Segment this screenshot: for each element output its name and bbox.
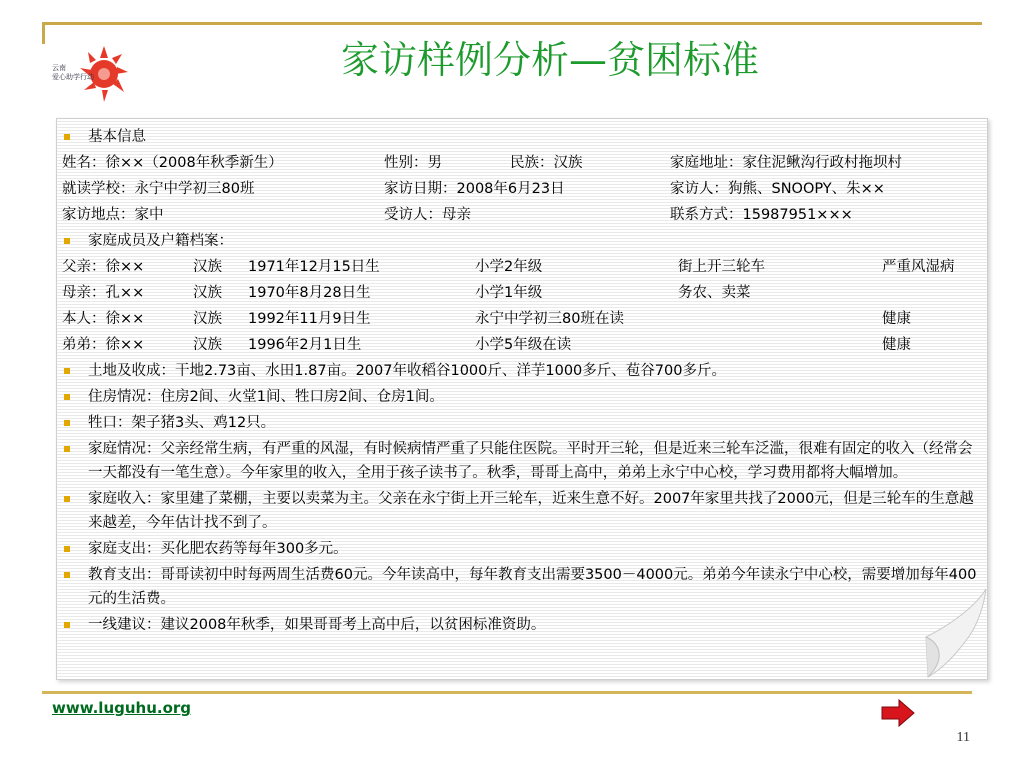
info-contact: 联系方式：15987951××× bbox=[670, 207, 853, 223]
info-row-2 bbox=[62, 176, 982, 202]
bullet-recommendation bbox=[62, 612, 982, 638]
info-address: 家庭地址：家住泥鳅沟行政村拖坝村 bbox=[670, 155, 902, 171]
bullet-square-icon bbox=[64, 134, 70, 140]
info-gender: 性别：男 bbox=[384, 155, 442, 171]
member-ethnicity: 汉族 bbox=[193, 285, 222, 301]
member-health: 健康 bbox=[882, 311, 911, 327]
logo bbox=[50, 38, 130, 110]
bullet-family-income bbox=[62, 486, 982, 536]
member-birthdate: 1992年11月9日生 bbox=[248, 311, 371, 327]
bullet-housing bbox=[62, 384, 982, 410]
bullet-education-expenses bbox=[62, 562, 982, 612]
family-row bbox=[62, 254, 982, 280]
footer-rule bbox=[42, 691, 972, 694]
bullet-square-icon bbox=[64, 394, 70, 400]
bullet-text: 住房情况：住房2间、火堂1间、牲口房2间、仓房1间。 bbox=[88, 389, 444, 405]
member-health: 健康 bbox=[882, 337, 911, 353]
bullet-square-icon bbox=[64, 368, 70, 374]
slide-content bbox=[62, 124, 982, 638]
corner-accent bbox=[42, 22, 45, 44]
bullet-family-situation bbox=[62, 436, 982, 486]
info-ethnicity: 民族：汉族 bbox=[510, 155, 583, 171]
bullet-square-icon bbox=[64, 622, 70, 628]
member-education: 小学5年级在读 bbox=[475, 337, 572, 353]
info-visit-place: 家访地点：家中 bbox=[62, 207, 164, 223]
section-heading-family: 家庭成员及户籍档案： bbox=[88, 233, 233, 249]
info-row-3 bbox=[62, 202, 982, 228]
member-birthdate: 1996年2月1日生 bbox=[248, 337, 362, 353]
member-name: 母亲：孔×× bbox=[62, 285, 145, 301]
bullet-square-icon bbox=[64, 572, 70, 578]
bullet-family bbox=[62, 228, 982, 254]
info-visitors: 家访人：狗熊、SNOOPY、朱×× bbox=[670, 181, 885, 197]
bullet-square-icon bbox=[64, 546, 70, 552]
info-interviewee: 受访人：母亲 bbox=[384, 207, 471, 223]
bullet-land-harvest bbox=[62, 358, 982, 384]
bullet-square-icon bbox=[64, 496, 70, 502]
family-row bbox=[62, 332, 982, 358]
family-row bbox=[62, 280, 982, 306]
bullet-text: 教育支出：哥哥读初中时每两周生活费60元。今年读高中，每年教育支出需要3500－4000元。弟弟今年读永宁中心校，需要增加每年400元的生活费。 bbox=[88, 567, 977, 607]
member-name: 父亲：徐×× bbox=[62, 259, 145, 275]
member-ethnicity: 汉族 bbox=[193, 337, 222, 353]
bullet-text: 家庭支出：买化肥农药等每年300多元。 bbox=[88, 541, 348, 557]
member-ethnicity: 汉族 bbox=[193, 311, 222, 327]
top-rule bbox=[42, 22, 982, 25]
member-education: 小学2年级 bbox=[475, 259, 543, 275]
bullet-text: 家庭情况：父亲经常生病，有严重的风湿，有时候病情严重了只能住医院。平时开三轮，但是近来三轮车泛滥，很难有固定的收入（经常会一天都没有一笔生意）。今年家里的收入，全用于孩子读书了。秋季，哥哥上高中，弟弟上永宁中心校，学习费用都将大幅增加。 bbox=[88, 441, 973, 481]
bullet-text: 土地及收成：干地2.73亩、水田1.87亩。2007年收稻谷1000斤、洋芋1000多斤、苞谷700多斤。 bbox=[88, 363, 726, 379]
section-heading-basic-info: 基本信息 bbox=[88, 129, 146, 145]
bullet-square-icon bbox=[64, 446, 70, 452]
logo-text: 云南 爱心助学行动 bbox=[52, 64, 94, 81]
next-arrow-icon[interactable] bbox=[880, 698, 918, 728]
page-title: 家访样例分析—贫困标准 bbox=[340, 38, 759, 82]
bullet-livestock bbox=[62, 410, 982, 436]
member-birthdate: 1971年12月15日生 bbox=[248, 259, 380, 275]
info-name: 姓名：徐××（2008年秋季新生） bbox=[62, 155, 283, 171]
info-school: 就读学校：永宁中学初三80班 bbox=[62, 181, 255, 197]
bullet-square-icon bbox=[64, 420, 70, 426]
member-name: 本人：徐×× bbox=[62, 311, 145, 327]
member-name: 弟弟：徐×× bbox=[62, 337, 145, 353]
info-row-1 bbox=[62, 150, 982, 176]
member-birthdate: 1970年8月28日生 bbox=[248, 285, 371, 301]
family-row bbox=[62, 306, 982, 332]
member-health: 严重风湿病 bbox=[882, 259, 955, 275]
bullet-square-icon bbox=[64, 238, 70, 244]
member-education: 小学1年级 bbox=[475, 285, 543, 301]
info-visit-date: 家访日期：2008年6月23日 bbox=[384, 181, 565, 197]
member-education: 永宁中学初三80班在读 bbox=[475, 311, 624, 327]
bullet-text: 一线建议：建议2008年秋季，如果哥哥考上高中后，以贫困标准资助。 bbox=[88, 617, 546, 633]
member-occupation: 街上开三轮车 bbox=[678, 259, 765, 275]
bullet-basic-info bbox=[62, 124, 982, 150]
bullet-text: 家庭收入：家里建了菜棚，主要以卖菜为主。父亲在永宁街上开三轮车，近来生意不好。2007年家里共找了2000元，但是三轮车的生意越来越差，今年估计找不到了。 bbox=[88, 491, 974, 531]
website-link[interactable]: www.luguhu.org bbox=[52, 699, 192, 717]
bullet-text: 牲口：架子猪3头、鸡12只。 bbox=[88, 415, 276, 431]
member-occupation: 务农、卖菜 bbox=[678, 285, 751, 301]
member-ethnicity: 汉族 bbox=[193, 259, 222, 275]
bullet-family-expenses bbox=[62, 536, 982, 562]
page-number: 11 bbox=[956, 730, 970, 745]
